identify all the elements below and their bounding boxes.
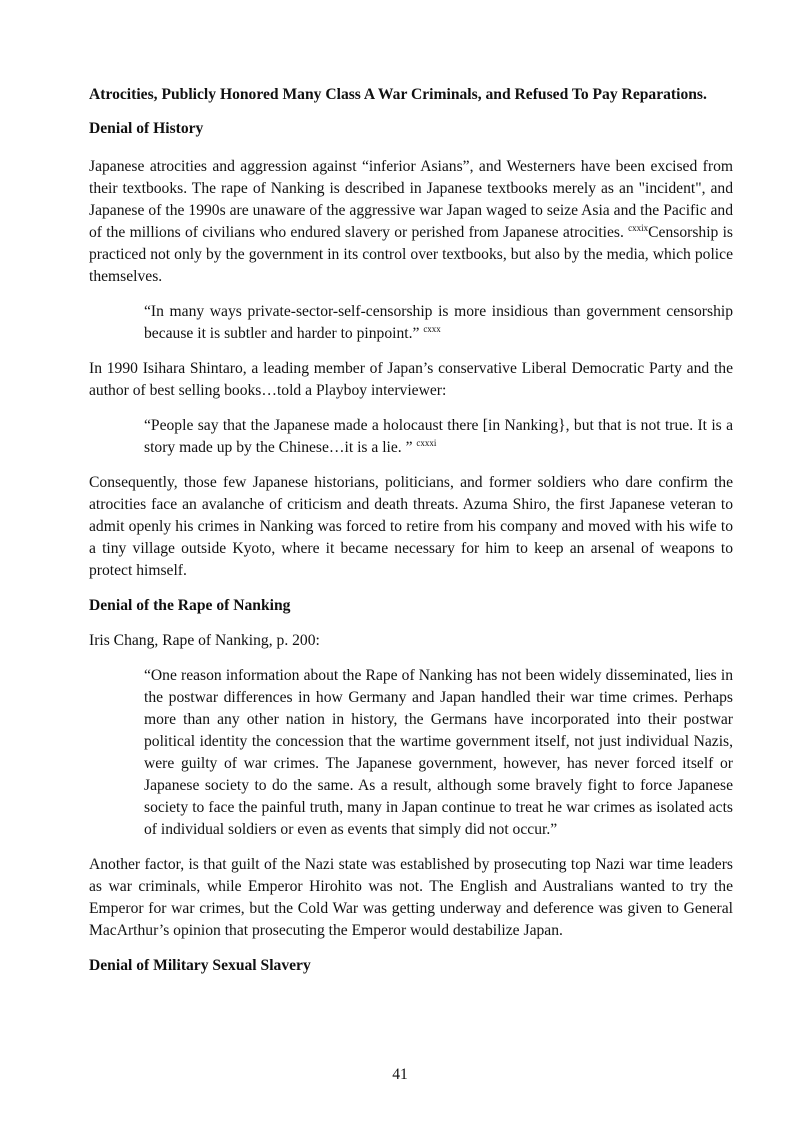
- paragraph-textbooks: [89, 156, 733, 288]
- heading-denial-of-rape-of-nanking: Denial of the Rape of Nanking: [89, 597, 291, 614]
- citation-iris-chang: Iris Chang, Rape of Nanking, p. 200:: [89, 632, 320, 649]
- footnote-ref-cxxxi: cxxxi: [416, 438, 437, 448]
- section-heading: Atrocities, Publicly Honored Many Class A War Criminals, and Refused To Pay Reparations.: [89, 86, 707, 103]
- quote-holocaust-denial-text: “People say that the Japanese made a holocaust there [in Nanking}, but that is not true. It is a story made up by the Chinese…it is a lie. ”: [144, 417, 733, 456]
- page-content: [89, 84, 733, 977]
- paragraph-textbooks-part1: Japanese atrocities and aggression against “inferior Asians”, and Westerners have been excised from their textbooks. The rape of Nanking is described in Japanese textbooks merely as an "incident", and Japanese of the 1990s are unaware of the aggressive war Japan waged to seize Asia and the Pacific and of the millions of civilians who endured slavery or perished from Japanese atrocities.: [89, 158, 733, 241]
- paragraph-isihara: In 1990 Isihara Shintaro, a leading member of Japan’s conservative Liberal Democratic Party and the author of best selling books…told a Playboy interviewer:: [89, 360, 733, 399]
- footnote-ref-cxxix: cxxix: [628, 223, 649, 233]
- paragraph-textbooks-part2: Censorship is practiced not only by the government in its control over textbooks, but also by the media, which police themselves.: [89, 224, 733, 285]
- quote-iris-chang: “One reason information about the Rape of Nanking has not been widely disseminated, lies in the postwar differences in how Germany and Japan handled their war time crimes. Perhaps more than any other nation in history, the Germans have incorporated into their postwar political identity the concession that the wartime government itself, not just individual Nazis, were guilty of war crimes. The Japanese government, however, has never forced itself or Japanese society to do the same. As a result, although some bravely fight to force Japanese society to face the painful truth, many in Japan continue to treat he war crimes as isolated acts of individual soldiers or even as events that simply did not occur.”: [144, 667, 733, 838]
- quote-self-censorship: [144, 301, 733, 345]
- footnote-ref-cxxx: cxxx: [423, 324, 441, 334]
- paragraph-another-factor: Another factor, is that guilt of the Nazi state was established by prosecuting top Nazi war time leaders as war criminals, while Emperor Hirohito was not. The English and Australians wanted to try the Emperor for war crimes, but the Cold War was getting underway and deference was given to General MacArthur’s opinion that prosecuting the Emperor would destabilize Japan.: [89, 856, 733, 939]
- quote-self-censorship-text: “In many ways private-sector-self-censorship is more insidious than government censorship because it is subtler and harder to pinpoint.”: [144, 303, 733, 342]
- heading-denial-of-history: Denial of History: [89, 120, 204, 137]
- page-number: 41: [392, 1066, 408, 1083]
- paragraph-consequently: Consequently, those few Japanese historians, politicians, and former soldiers who dare confirm the atrocities face an avalanche of criticism and death threats. Azuma Shiro, the first Japanese veteran to admit openly his crimes in Nanking was forced to retire from his company and moved with his wife to a tiny village outside Kyoto, where it became necessary for him to keep an arsenal of weapons to protect himself.: [89, 474, 733, 579]
- heading-denial-of-military-sexual-slavery: Denial of Military Sexual Slavery: [89, 957, 311, 974]
- quote-holocaust-denial: [144, 415, 733, 459]
